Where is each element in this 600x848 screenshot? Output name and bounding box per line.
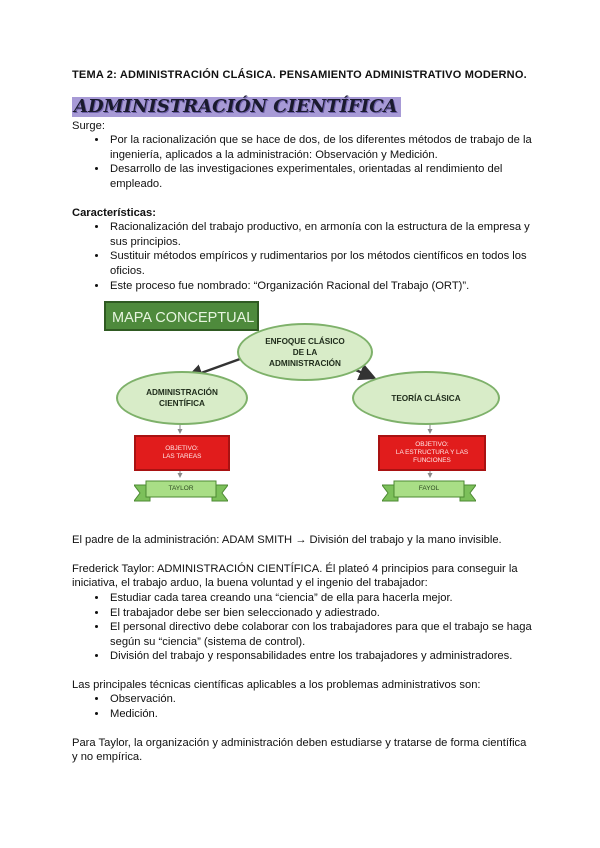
- surge-list: [72, 133, 532, 191]
- document-title: TEMA 2: ADMINISTRACIÓN CLÁSICA. PENSAMIENTO ADMINISTRATIVO MODERNO.: [72, 69, 527, 81]
- taylor-intro: Frederick Taylor: ADMINISTRACIÓN CIENTÍFICA. Él plateó 4 principios para conseguir la iniciativa, el trabajo arduo, la buena voluntad y el ingenio del trabajador:: [72, 562, 518, 590]
- conclusion-text: Para Taylor, la organización y administración deben estudiarse y tratarse de forma científica y no empírica.: [72, 736, 527, 764]
- center-node-line: ENFOQUE CLÁSICO: [265, 336, 345, 346]
- left-objective-line: OBJETIVO:: [165, 445, 199, 453]
- list-item: • Estudiar cada tarea creando una “ciencia” de ella para hacerla mejor.: [108, 591, 532, 606]
- right-objective-box: [378, 435, 486, 471]
- right-ribbon: [382, 479, 476, 503]
- right-objective-line: FUNCIONES: [413, 457, 451, 465]
- left-node: [116, 371, 248, 425]
- surge-label: Surge:: [72, 119, 105, 132]
- document-page: [72, 68, 532, 765]
- principles-list: [72, 591, 532, 664]
- techniques-list: [72, 692, 532, 721]
- left-node-line: ADMINISTRACIÓN: [146, 388, 218, 398]
- caracteristicas-label: Características:: [72, 206, 156, 219]
- concept-map: [72, 301, 532, 523]
- left-objective-line: LAS TAREAS: [162, 453, 202, 461]
- right-objective-line: LA ESTRUCTURA Y LAS: [395, 449, 469, 457]
- right-ribbon-label: FAYOL: [418, 484, 440, 492]
- list-item: • Observación.: [108, 692, 532, 707]
- left-node-line: CIENTÍFICA: [159, 399, 205, 409]
- right-objective-line: OBJETIVO:: [415, 441, 449, 449]
- list-item: • Este proceso fue nombrado: “Organización Racional del Trabajo (ORT)”.: [108, 279, 532, 294]
- techniques-intro: Las principales técnicas científicas aplicables a los problemas administrativos son:: [72, 678, 481, 691]
- center-node-line: ADMINISTRACIÓN: [269, 358, 341, 368]
- right-node-line: TEORÍA CLÁSICA: [391, 393, 461, 403]
- list-item: • Medición.: [108, 707, 532, 722]
- list-item: • Racionalización del trabajo productivo, en armonía con la estructura de la empresa y sus principios.: [108, 220, 532, 249]
- list-item: • Sustituir métodos empíricos y rudimentarios por los métodos científicos en todos los oficios.: [108, 249, 532, 278]
- left-ribbon-label: TAYLOR: [168, 484, 194, 492]
- caracteristicas-list: [72, 220, 532, 293]
- list-item: • División del trabajo y responsabilidades entre los trabajadores y administradores.: [108, 649, 532, 664]
- left-objective-box: [134, 435, 230, 471]
- right-node: [352, 371, 500, 425]
- father-text: El padre de la administración: ADAM SMITH → División del trabajo y la mano invisible.: [72, 534, 502, 547]
- list-item: • El personal directivo debe colaborar con los trabajadores para que el trabajo se haga según su “ciencia” (sistema de control).: [108, 620, 532, 649]
- section-heading: ADMINISTRACIÓN CIENTÍFICA: [72, 97, 401, 117]
- list-item: • El trabajador debe ser bien seleccionado y adiestrado.: [108, 606, 532, 621]
- concept-map-title: MAPA CONCEPTUAL: [104, 301, 259, 331]
- center-node: [237, 323, 373, 381]
- left-ribbon: [134, 479, 228, 503]
- list-item: • Desarrollo de las investigaciones experimentales, orientadas al rendimiento del empleado.: [108, 162, 532, 191]
- list-item: • Por la racionalización que se hace de dos, de los diferentes métodos de trabajo de la ingeniería, aplicados a la administración: Observación y Medición.: [108, 133, 532, 162]
- center-node-line: DE LA: [292, 347, 318, 357]
